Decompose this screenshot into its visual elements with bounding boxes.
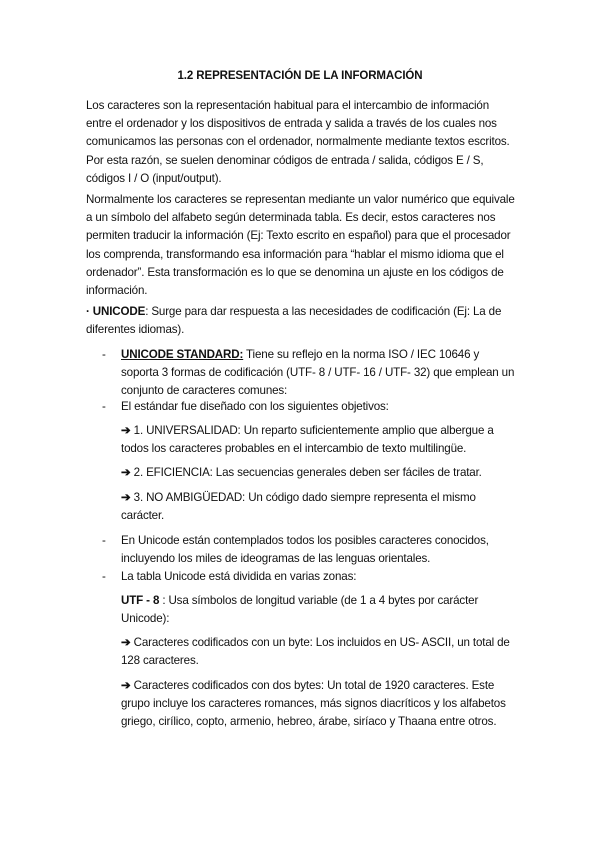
utf8-label: UTF - 8 bbox=[121, 594, 160, 607]
arrow-right-icon: ➔ bbox=[121, 466, 131, 479]
one-byte-text: Caracteres codificados con un byte: Los incluidos en US- ASCII, un total de 128 caracteres. bbox=[121, 636, 510, 668]
unicode-paragraph bbox=[86, 303, 516, 339]
arrow-right-icon: ➔ bbox=[121, 424, 131, 437]
list-item-unicode-table: La tabla Unicode está dividida en varias zonas: bbox=[121, 570, 357, 583]
list-dash: - bbox=[102, 400, 106, 413]
list-item-unicode-characters: En Unicode están contemplados todos los posibles caracteres conocidos, incluyendo los miles de ideogramas de las lenguas orientales. bbox=[121, 534, 489, 566]
arrow-right-icon: ➔ bbox=[121, 636, 131, 649]
unicode-label: · UNICODE bbox=[86, 305, 146, 318]
objective-eficiencia bbox=[121, 464, 516, 482]
list-item-objectives: El estándar fue diseñado con los siguientes objetivos: bbox=[121, 400, 389, 413]
unicode-text: : Surge para dar respuesta a las necesidades de codificación (Ej: La de diferentes idiomas). bbox=[86, 305, 502, 337]
objective-universalidad-text: 1. UNIVERSALIDAD: Un reparto suficientemente amplio que albergue a todos los caracteres probables en el intercambio de texto multilingüe. bbox=[121, 424, 494, 456]
one-byte-paragraph bbox=[121, 634, 516, 670]
arrow-right-icon: ➔ bbox=[121, 491, 131, 504]
objective-universalidad bbox=[121, 422, 516, 458]
two-bytes-paragraph bbox=[121, 677, 516, 732]
utf8-paragraph bbox=[121, 592, 516, 628]
objective-no-ambiguedad-text: 3. NO AMBIGÜEDAD: Un código dado siempre representa el mismo carácter. bbox=[121, 491, 476, 523]
list-item-unicode-standard bbox=[121, 346, 516, 401]
intro-paragraph: Los caracteres son la representación habitual para el intercambio de información entre el ordenador y los dispositivos de entrada y salida a través de los cuales nos comunicamos las personas con el ordenador, normalmente mediante textos escritos. Por esta razón, se suelen denominar códigos de entrada / salida, códigos E / S, códigos I / O (input/output). bbox=[86, 99, 510, 185]
list-dash: - bbox=[102, 570, 106, 583]
objective-no-ambiguedad bbox=[121, 489, 516, 525]
section-title: 1.2 REPRESENTACIÓN DE LA INFORMACIÓN bbox=[177, 70, 423, 82]
two-bytes-text: Caracteres codificados con dos bytes: Un total de 1920 caracteres. Este grupo incluye los caracteres romances, más signos diacríticos y los alfabetos griego, cirílico, copto, armenio, hebreo, árabe, siríaco y Thaana entre otros. bbox=[121, 679, 506, 729]
unicode-standard-label: UNICODE STANDARD: bbox=[121, 348, 244, 361]
objective-eficiencia-text: 2. EFICIENCIA: Las secuencias generales deben ser fáciles de tratar. bbox=[130, 466, 482, 479]
unicode-standard-text: Tiene su reflejo en la norma ISO / IEC 10646 y soporta 3 formas de codificación (UTF- 8 / UTF- 16 / UTF- 32) que emplean un conjunto de caracteres comunes: bbox=[121, 348, 515, 398]
arrow-right-icon: ➔ bbox=[121, 679, 131, 692]
list-dash: - bbox=[102, 534, 106, 547]
list-dash: - bbox=[102, 348, 106, 361]
utf8-text: : Usa símbolos de longitud variable (de 1 a 4 bytes por carácter Unicode): bbox=[121, 594, 479, 626]
characters-paragraph: Normalmente los caracteres se representan mediante un valor numérico que equivale a un símbolo del alfabeto según determinada tabla. Es decir, estos caracteres nos permiten traducir la información (Ej: Texto escrito en español) para que el procesador los comprenda, transformando esa información para “hablar el mismo idioma que el ordenador”. Esta transformación es lo que se denomina un ajuste en los códigos de información. bbox=[86, 193, 515, 298]
